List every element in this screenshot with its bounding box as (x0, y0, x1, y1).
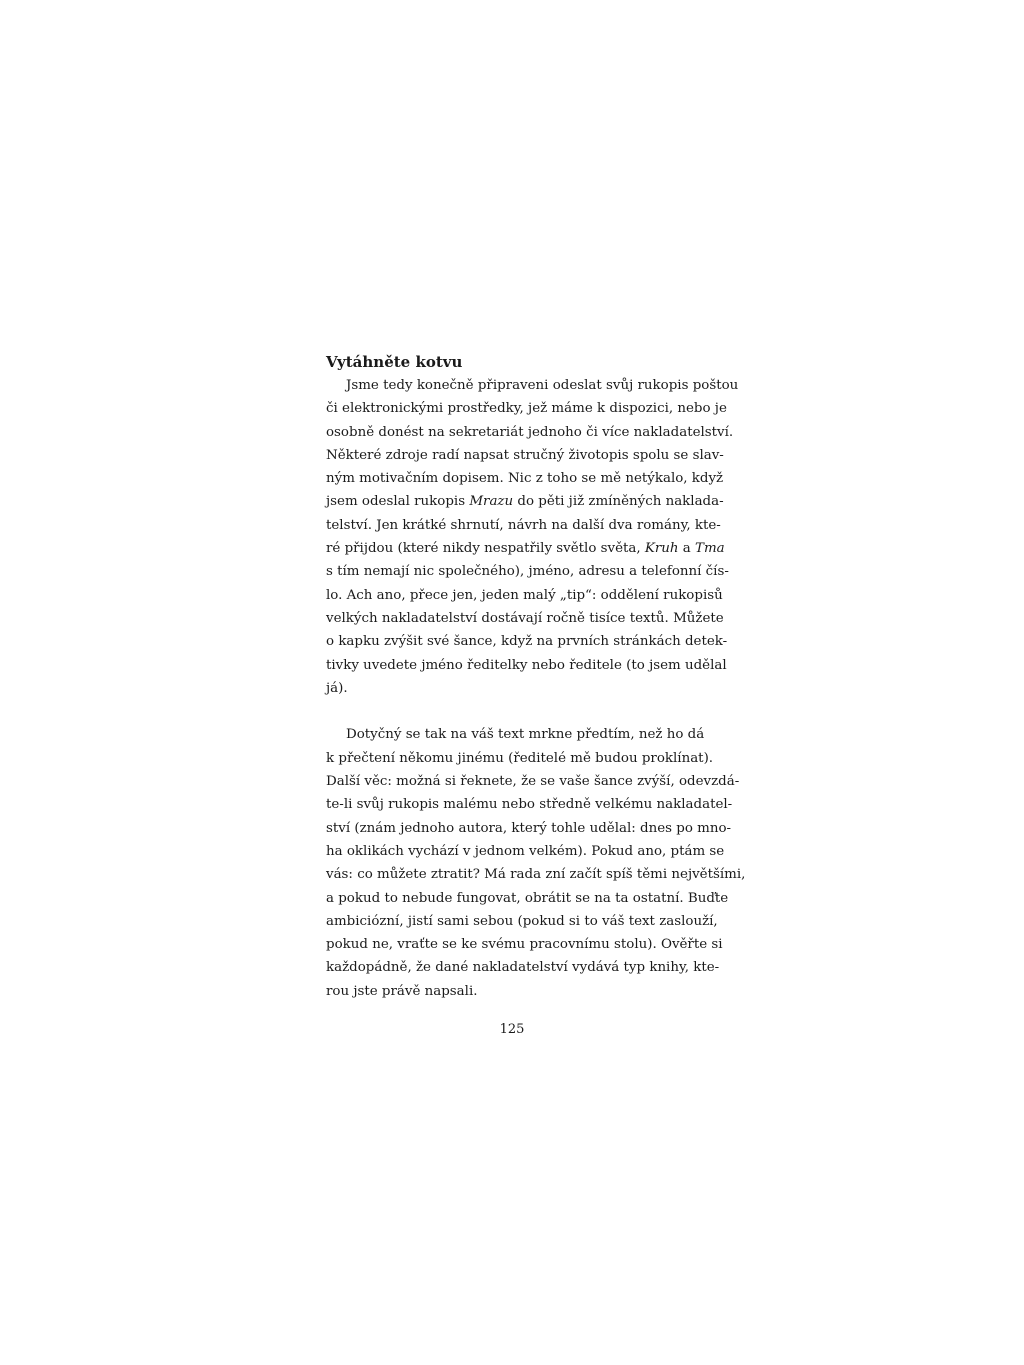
paragraph-line: Jsme tedy konečně připraveni odeslat svůj rukopis poštou (346, 378, 739, 393)
paragraph-line: rou jste právě napsali. (326, 983, 478, 999)
paragraph-line: o kapku zvýšit své šance, když na prvních stránkách detek- (326, 634, 728, 650)
paragraph-line: te-li svůj rukopis malému nebo středně velkému nakladatel- (326, 797, 733, 813)
paragraph-line: osobně donést na sekretariát jednoho či více nakladatelství. (326, 424, 734, 440)
page-number: 125 (499, 1022, 525, 1037)
paragraph-line: a pokud to nebude fungovat, obrátit se na ta ostatní. Buďte (326, 890, 729, 906)
paragraph-line: každopádně, že dané nakladatelství vydává typ knihy, kte- (326, 960, 720, 976)
paragraph-line: Další věc: možná si řeknete, že se vaše šance zvýší, odevzdá- (326, 774, 740, 790)
paragraph-line: ré přijdou (které nikdy nespatřily světlo světa, Kruh a Tma (326, 541, 725, 557)
paragraph-line: lo. Ach ano, přece jen, jeden malý „tip“: oddělení rukopisů (326, 587, 723, 603)
paragraph-line: ným motivačním dopisem. Nic z toho se mě netýkalo, když (326, 471, 724, 487)
paragraph-line: pokud ne, vraťte se ke svému pracovnímu stolu). Ověřte si (326, 937, 723, 953)
paragraph-2 (326, 723, 746, 1003)
paragraph-line: velkých nakladatelství dostávají ročně tisíce textů. Můžete (326, 610, 724, 626)
text-block (326, 350, 746, 1003)
paragraph-1 (326, 374, 739, 700)
paragraph-line: ství (znám jednoho autora, který tohle udělal: dnes po mno- (326, 820, 732, 836)
paragraph-line: s tím nemají nic společného), jméno, adresu a telefonní čís- (326, 564, 729, 580)
paragraph-line: tivky uvedete jméno ředitelky nebo ředitele (to jsem udělal (326, 657, 727, 673)
paragraph-line: já). (326, 680, 348, 696)
paragraph-line: Dotyčný se tak na váš text mrkne předtím, než ho dá (346, 727, 705, 743)
paragraph-line: či elektronickými prostředky, jež máme k dispozici, nebo je (326, 401, 727, 417)
paragraph-line: k přečtení někomu jinému (ředitelé mě budou proklínat). (326, 750, 714, 766)
section-heading: Vytáhněte kotvu (326, 353, 463, 371)
paragraph-line: ha oklikách vychází v jednom velkém). Pokud ano, ptám se (326, 843, 725, 859)
paragraph-line: telství. Jen krátké shrnutí, návrh na další dva romány, kte- (326, 517, 721, 533)
paragraph-line: ambiciózní, jistí sami sebou (pokud si to váš text zaslouží, (326, 913, 718, 929)
paragraph-line: vás: co můžete ztratit? Má rada zní začít spíš těmi největšími, (326, 867, 746, 883)
paragraph-line: Některé zdroje radí napsat stručný životopis spolu se slav- (326, 447, 724, 463)
paragraph-line: jsem odeslal rukopis Mrazu do pěti již zmíněných naklada- (326, 494, 724, 510)
paragraph-gap (326, 700, 702, 723)
